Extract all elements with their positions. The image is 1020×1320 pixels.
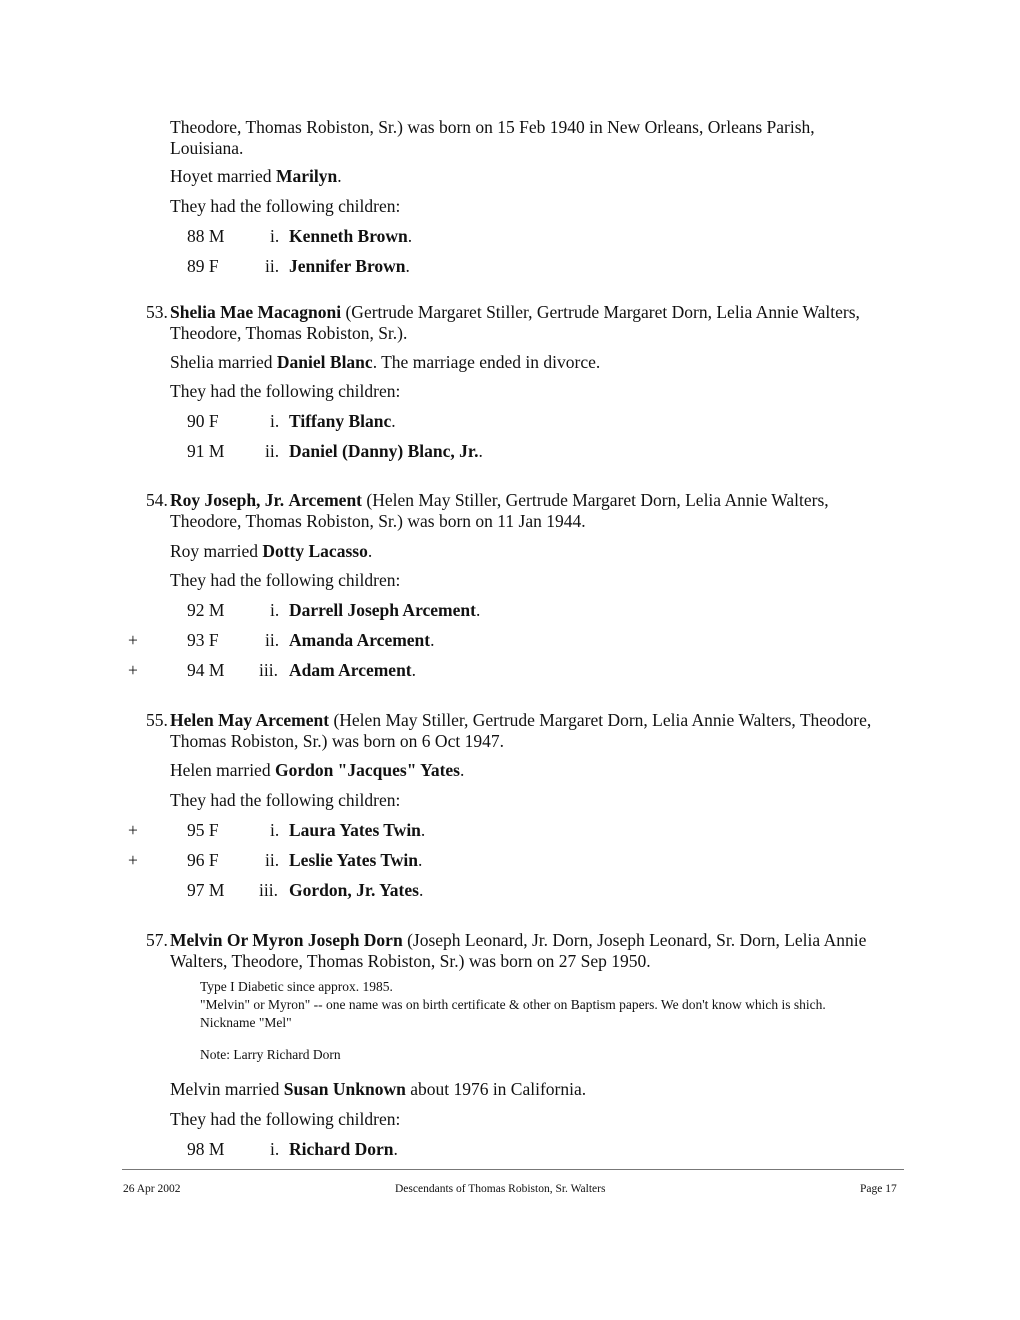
entry-heading [170,302,860,322]
child-name: Kenneth Brown [289,226,408,246]
footer-divider [122,1169,904,1170]
entry-heading: Helen May Arcement (Helen May Stiller, Gertrude Margaret Dorn, Lelia Annie Walters, Theodore, [170,710,872,730]
child-row: 90 F [187,411,219,431]
entry-text-line: Theodore, Thomas Robiston, Sr.). [170,323,408,343]
child-name-line: Jennifer Brown. [289,256,410,276]
marriage-line: Helen married Gordon "Jacques" Yates. [170,760,465,780]
child-name: Richard Dorn [289,1139,394,1159]
child-ordinal: ii. [265,441,280,461]
has-descendants-marker: + [128,630,138,650]
children-intro: They had the following children: [170,196,401,216]
child-name-line: Tiffany Blanc. [289,411,396,431]
child-ordinal: i. [270,600,280,620]
child-name-line: Laura Yates Twin. [289,820,426,840]
child-name-line: Adam Arcement. [289,660,417,680]
child-ordinal: i. [270,1139,280,1159]
marriage-text: . [337,166,342,186]
child-row: 91 M [187,441,225,461]
footer-date: 26 Apr 2002 [123,1183,181,1195]
entry-text-line: Theodore, Thomas Robiston, Sr.) was born on 15 Feb 1940 in New Orleans, Orleans Parish, [170,117,815,137]
person-name: Helen May Arcement [170,710,330,730]
child-row: 96 F [187,850,219,870]
spouse-name: Gordon "Jacques" Yates [274,760,460,780]
note-line: Note: Larry Richard Dorn [200,1047,341,1062]
child-sex: F [208,256,219,276]
spouse-name: Susan Unknown [283,1079,406,1099]
child-ordinal: ii. [265,256,280,276]
has-descendants-marker: + [128,820,138,840]
entry-text: (Gertrude Margaret Stiller, Gertrude Margaret Dorn, Lelia Annie Walters, [341,302,860,322]
person-surname: Arcement [288,490,362,510]
child-ordinal: i. [270,226,280,246]
child-name: Gordon, Jr. Yates [289,880,419,900]
footer-page-number: Page 17 [860,1183,897,1195]
child-number: 88 [187,226,205,246]
footer-title: Descendants of Thomas Robiston, Sr. Walters [395,1183,606,1195]
children-intro: They had the following children: [170,381,401,401]
child-ordinal: iii. [259,660,278,680]
marriage-line: Roy married Dotty Lacasso. [170,541,373,561]
entry-text-line: Louisiana. [170,138,244,158]
child-name: Jennifer Brown [289,256,406,276]
child-name: Leslie Yates Twin [289,850,418,870]
child-name-line: Darrell Joseph Arcement. [289,600,481,620]
child-row: 94 M [187,660,225,680]
child-name-line: Richard Dorn. [289,1139,398,1159]
child-name-line: Kenneth Brown. [289,226,413,246]
child-name: Adam Arcement [289,660,412,680]
child-name-line: Gordon, Jr. Yates. [289,880,424,900]
entry-text-line: Theodore, Thomas Robiston, Sr.) was born on 11 Jan 1944. [170,511,586,531]
entry-number: 57. [146,930,168,950]
child-name-line: Leslie Yates Twin. [289,850,423,870]
child-ordinal: i. [270,820,280,840]
note-line: Nickname "Mel" [200,1015,292,1030]
entry-text-line: Walters, Theodore, Thomas Robiston, Sr.) was born on 27 Sep 1950. [170,951,651,971]
marriage-line: Shelia married Daniel Blanc. The marriage ended in divorce. [170,352,601,372]
spouse-name: Daniel Blanc [276,352,373,372]
child-ordinal: iii. [259,880,278,900]
child-row [187,226,224,246]
child-row [187,256,219,276]
person-name: Shelia Mae Macagnoni [170,302,342,322]
entry-heading: Roy Joseph, Jr. Arcement (Helen May Stiller, Gertrude Margaret Dorn, Lelia Annie Walters, [170,490,829,510]
note-line: Type I Diabetic since approx. 1985. [200,979,393,994]
child-row: 95 F [187,820,219,840]
child-name: Tiffany Blanc [289,411,392,431]
child-name: Darrell Joseph Arcement [289,600,476,620]
person-name: Roy Joseph, Jr. [170,490,285,510]
entry-number: 55. [146,710,168,730]
child-ordinal: ii. [265,630,280,650]
entry-number: 53. [146,302,168,322]
child-row: 97 M [187,880,225,900]
child-row: 98 M [187,1139,225,1159]
child-ordinal: ii. [265,850,280,870]
has-descendants-marker: + [128,850,138,870]
spouse-name: Dotty Lacasso [262,541,368,561]
child-number: 89 [187,256,205,276]
child-name: Daniel (Danny) Blanc, Jr. [289,441,479,461]
child-name-line: Daniel (Danny) Blanc, Jr.. [289,441,483,461]
spouse-name: Marilyn [275,166,338,186]
child-row: 93 F [187,630,219,650]
note-line: "Melvin" or Myron" -- one name was on birth certificate & other on Baptism papers. We don't know which is shich. [200,997,826,1012]
person-name: Melvin Or Myron Joseph Dorn [170,930,403,950]
child-row: 92 M [187,600,225,620]
children-intro: They had the following children: [170,790,401,810]
entry-heading: Melvin Or Myron Joseph Dorn (Joseph Leonard, Jr. Dorn, Joseph Leonard, Sr. Dorn, Lelia Annie [170,930,867,950]
child-name: Laura Yates Twin [289,820,421,840]
entry-number: 54. [146,490,168,510]
marriage-line [170,166,342,186]
entry-text-line: Thomas Robiston, Sr.) was born on 6 Oct 1947. [170,731,504,751]
child-sex: M [208,226,225,246]
children-intro: They had the following children: [170,1109,401,1129]
marriage-text: Hoyet married [170,166,276,186]
children-intro: They had the following children: [170,570,401,590]
marriage-line: Melvin married Susan Unknown about 1976 in California. [170,1079,587,1099]
has-descendants-marker: + [128,660,138,680]
child-name-line: Amanda Arcement. [289,630,435,650]
child-name: Amanda Arcement [289,630,431,650]
child-ordinal: i. [270,411,280,431]
